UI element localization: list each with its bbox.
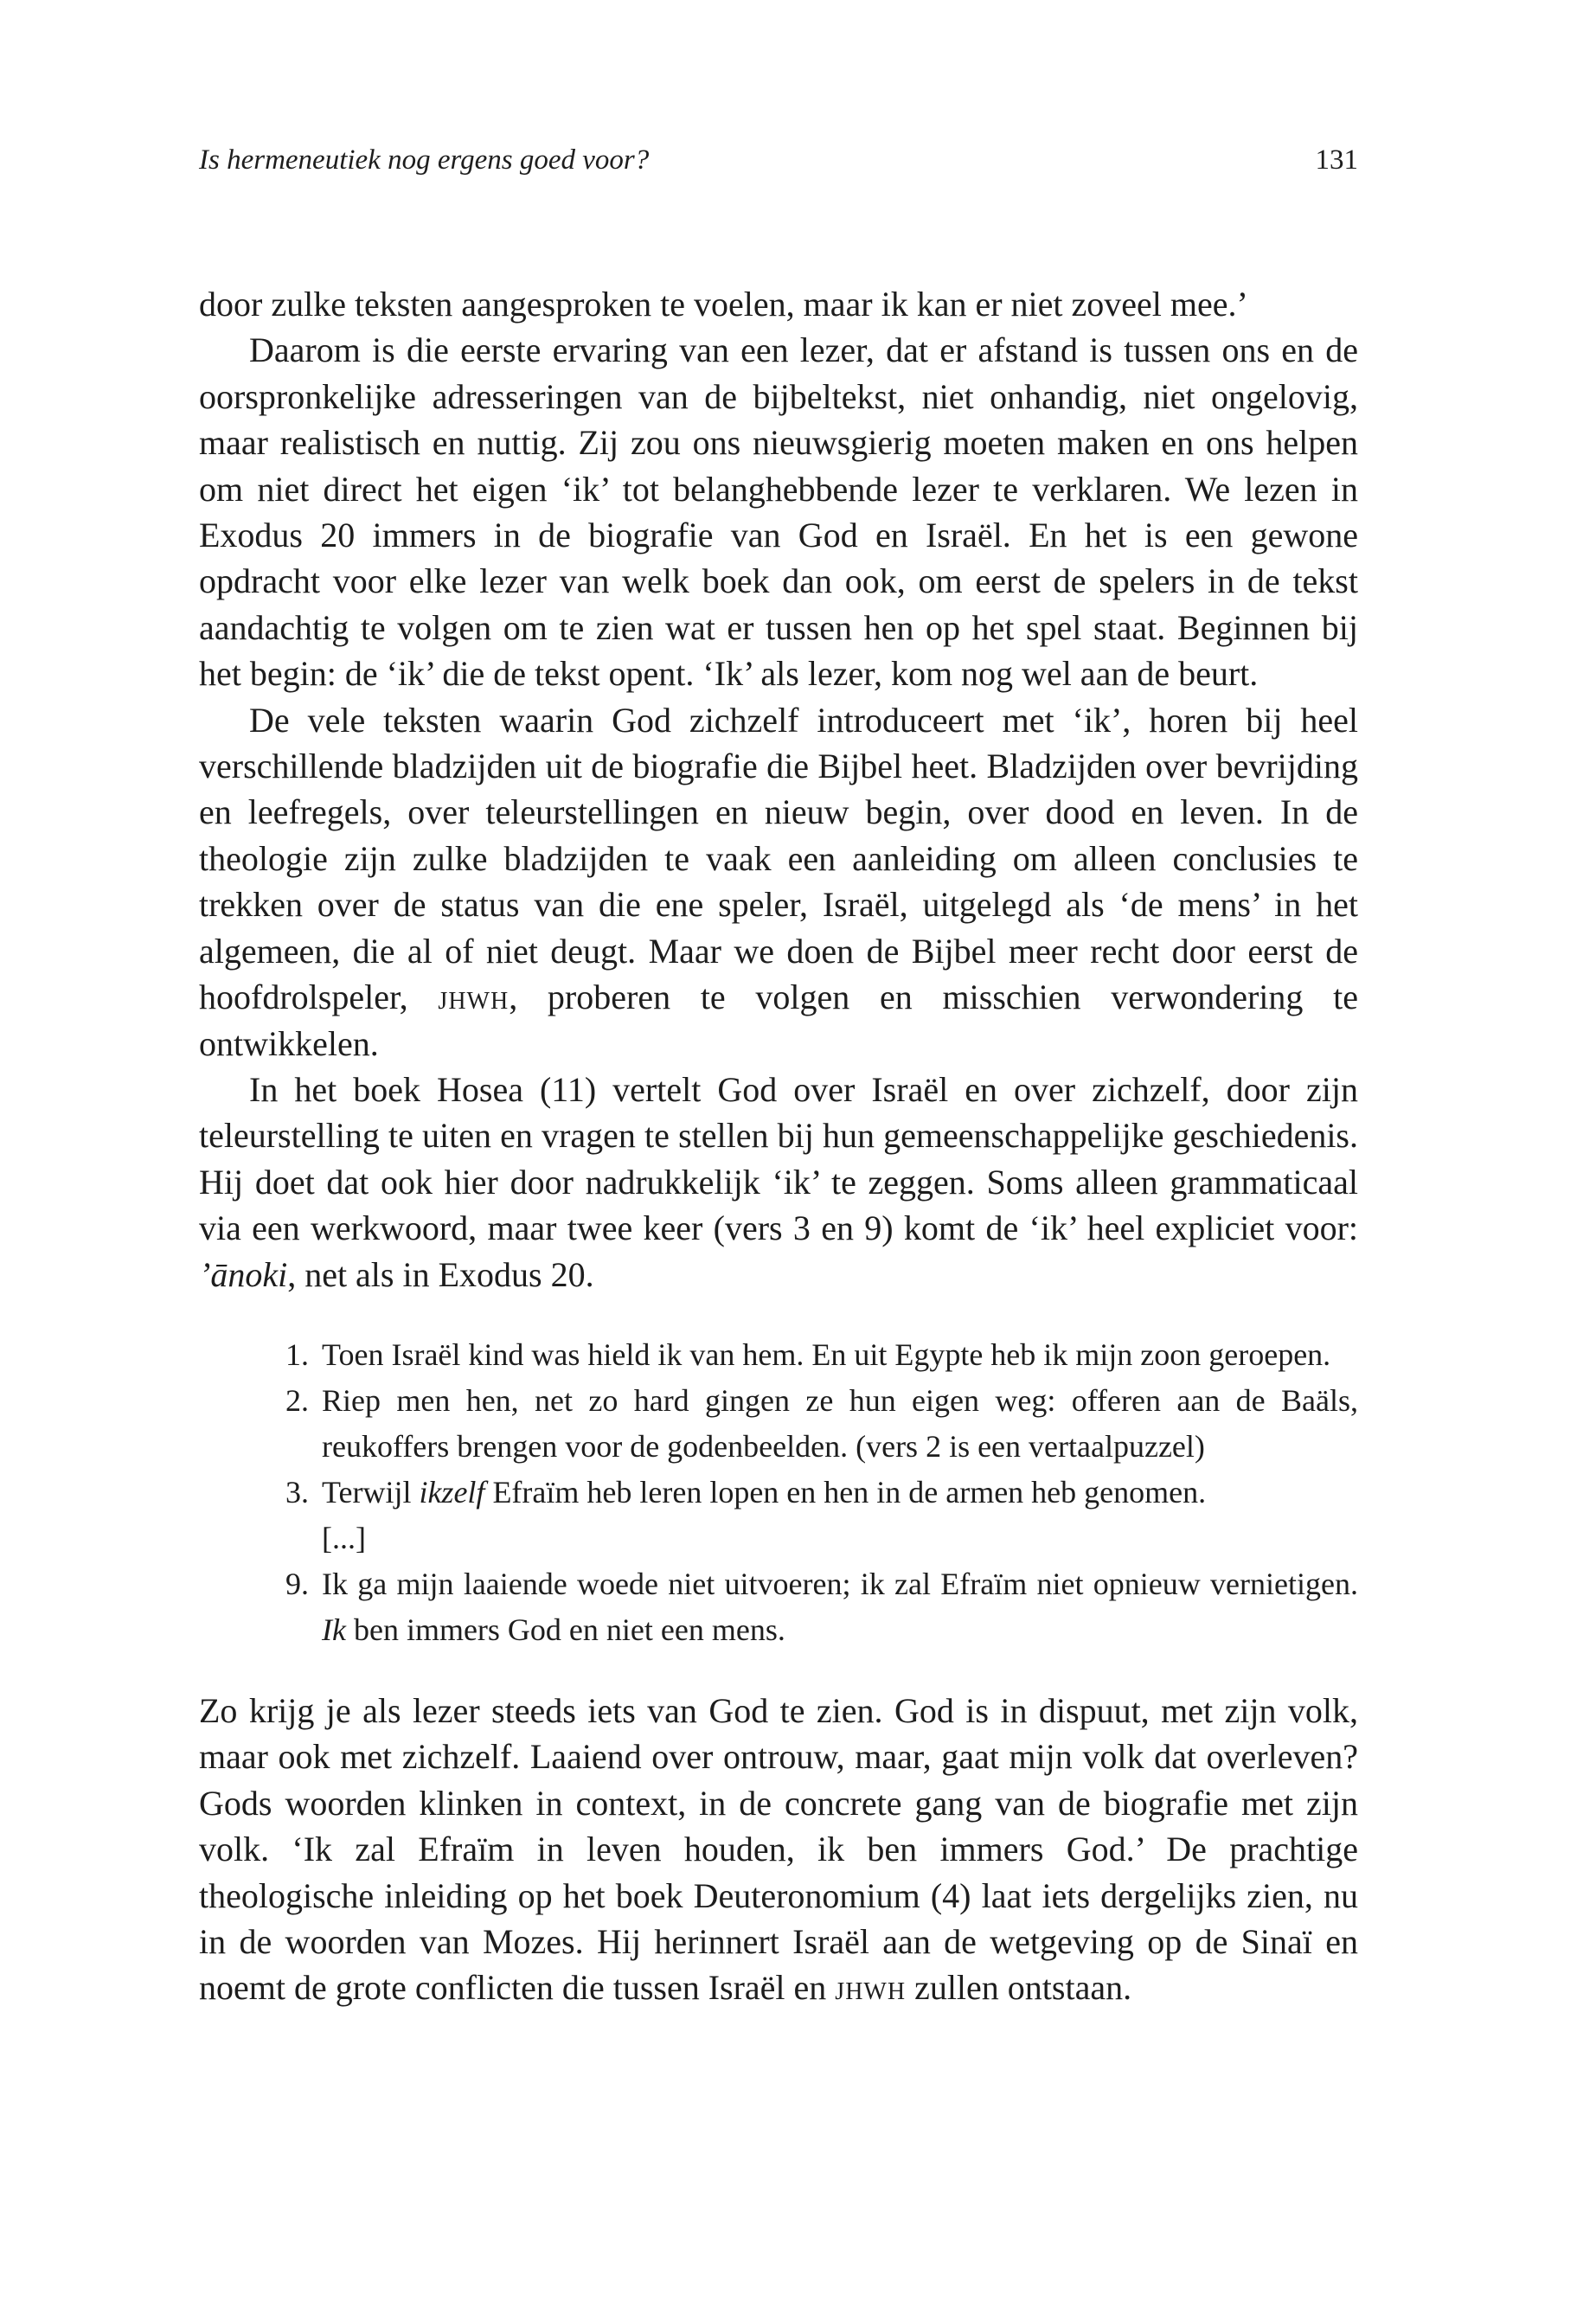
verse-number: 1. — [285, 1336, 309, 1372]
emphasis: Ik — [322, 1612, 346, 1647]
verse-text: Toen Israël kind was hield ik van hem. En uit Egypte heb ik mijn zoon geroepen. — [322, 1336, 1331, 1372]
ellipsis-text: [...] — [322, 1520, 366, 1555]
paragraph-text: zullen ontstaan. — [914, 1968, 1132, 2008]
verse-text: Efraïm heb leren lopen en hen in de armen heb genomen. — [492, 1474, 1207, 1509]
paragraph-text: Zo krijg je als lezer steeds iets van God te zien. God is in dispuut, met zijn volk, maar ook met zichzelf. Laaiend over ontrouw, maar, gaat mijn volk dat overleven? Gods woorden klinken in context, in de concrete gang van de biografie met zijn volk. ‘Ik zal Efraïm in leven houden, ik ben immers God.’ De prachtige theologische inleiding op het boek Deuteronomium (4) laat iets dergelijks zien, nu in de woorden van Mozes. Hij herinnert Israël aan de wetgeving op de Sinaï en noemt de grote conflicten die tussen Israël en — [199, 1690, 1358, 2008]
verse-number: 9. — [285, 1566, 309, 1601]
paragraph-text: Daarom is die eerste ervaring van een lezer, dat er afstand is tussen ons en de oorspronkelijke adresseringen van de bijbeltekst, niet onhandig, niet ongelovig, maar realistisch en nuttig. Zij zou ons nieuwsgierig moeten maken en ons helpen om niet direct het eigen ‘ik’ tot belanghebbende lezer te verklaren. We lezen in Exodus 20 immers in de biografie van God en Israël. En het is een gewone opdracht voor elke lezer van welk boek dan ook, om eerst de spelers in de tekst aandachtig te volgen om te zien wat er tussen hen op het spel staat. Beginnen bij het begin: de ‘ik’ die de tekst opent. ‘Ik’ als lezer, kom nog wel aan de beurt. — [199, 330, 1358, 694]
paragraph — [199, 1067, 1358, 1298]
paragraph-text: , proberen te volgen en misschien verwondering te ontwikkelen. — [199, 977, 1359, 1063]
verse-text: ben immers God en niet een mens. — [353, 1612, 785, 1647]
running-title: Is hermeneutiek nog ergens goed voor? — [199, 144, 650, 176]
quote-ellipsis — [296, 1516, 1358, 1561]
body-text — [199, 281, 1358, 2011]
verse-text: Terwijl — [322, 1474, 412, 1509]
emphasis: ikzelf — [419, 1474, 485, 1509]
verse-number: 2. — [285, 1382, 309, 1418]
quote-verse — [285, 1561, 1358, 1653]
block-quote — [199, 1332, 1358, 1653]
verse-text: Riep men hen, net zo hard gingen ze hun eigen weg: offeren aan de Baäls, reukoffers brengen voor de godenbeelden. (vers 2 is een vertaalpuzzel) — [322, 1382, 1358, 1464]
paragraph-text: De vele teksten waarin God zichzelf introduceert met ‘ik’, horen bij heel verschillende bladzijden uit de biografie die Bijbel heet. Bladzijden over bevrijding en leefregels, over teleurstellingen en nieuw begin, over dood en leven. In de theologie zijn zulke bladzijden te vaak een aanleiding om alleen conclusies te trekken over de status van die ene speler, Israël, uitgelegd als ‘de mens’ in het algemeen, die al of niet deugt. Maar we doen de Bijbel meer recht door eerst de hoofdrolspeler, — [199, 700, 1358, 1017]
quote-verse — [285, 1470, 1358, 1516]
paragraph-text: door zulke teksten aangesproken te voelen, maar ik kan er niet zoveel mee.’ — [199, 285, 1248, 324]
paragraph-text: , net als in Exodus 20. — [287, 1254, 594, 1294]
paragraph — [199, 697, 1358, 1067]
page-number: 131 — [1315, 144, 1358, 176]
quote-verse — [285, 1332, 1358, 1378]
paragraph-text: In het boek Hosea (11) vertelt God over Israël en over zichzelf, door zijn teleurstelling te uiten en vragen te stellen bij hun gemeenschappelijke geschiedenis. Hij doet dat ook hier door nadrukkelijk ‘ik’ te zeggen. Soms alleen grammaticaal via een werkwoord, maar twee keer (vers 3 en 9) komt de ‘ik’ heel expliciet voor: — [199, 1069, 1358, 1248]
running-head — [199, 138, 1358, 182]
hebrew-term: ’ānoki — [199, 1254, 288, 1294]
verse-number: 3. — [285, 1474, 309, 1509]
paragraph-continued — [199, 281, 1358, 327]
paragraph — [199, 1688, 1358, 2011]
quote-verse — [285, 1378, 1358, 1470]
divine-name: jhwh — [835, 1968, 907, 2008]
divine-name: jhwh — [438, 977, 510, 1017]
paragraph — [199, 327, 1358, 696]
verse-text: Ik ga mijn laaiende woede niet uitvoeren; ik zal Efraïm niet opnieuw vernietigen. — [322, 1566, 1358, 1601]
